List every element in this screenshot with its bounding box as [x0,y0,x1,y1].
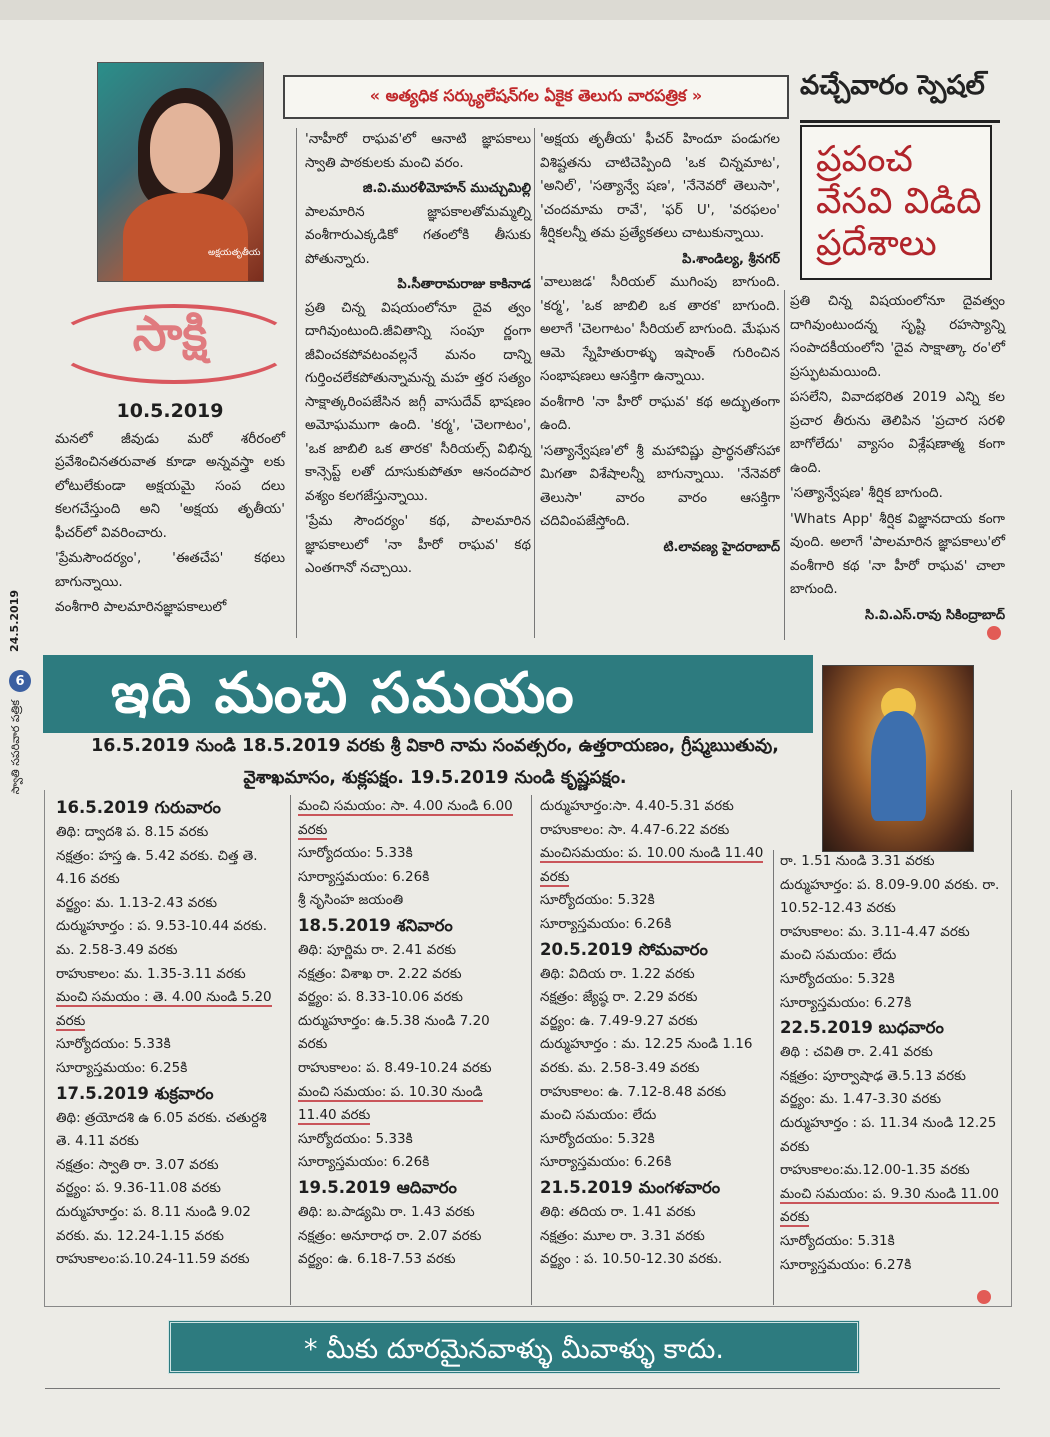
letter-paragraph: ప్రతి చిన్న విషయంలోనూ దైవత్వం దాగివుంటుందన్న సృష్టి రహస్యాన్ని సంపాదకీయంలోని 'దైవ సాక్షాత్కా రం'లో ప్రస్ఫుటమయింది. [790,293,1005,380]
panchang-entry: సూర్యాస్తమయం: 6.25కి [56,1059,188,1076]
panchang-column-1 [56,795,281,1272]
sakshi-logo [52,292,288,388]
panchang-entry: దుర్ముహూర్తం: ప. 8.09-9.00 వరకు. రా. 10.52-12.43 వరకు [780,876,1000,917]
panchang-entry: రాహుకాలం:మ.12.00-1.35 వరకు [780,1162,970,1179]
panchang-entry: తిథి: విదియ రా. 1.22 వరకు [540,965,695,982]
panchang-entry: సూర్యోదయం: 5.33కి [298,845,413,862]
panchang-entry: రా. 1.51 నుండి 3.31 వరకు [780,853,935,869]
panchang-entry: మంచి సమయం: లేదు [540,1107,657,1124]
letter-paragraph: 'ప్రేమ సౌందర్యం' కథ, పాలమారిన జ్ఞాపకాలులో 'నా హీరో రాఘవ' కథ ఎంతగానో నచ్చాయి. [305,513,531,576]
panchang-entry: వర్జ్యం: మ. 1.47-3.30 వరకు [780,1091,942,1108]
panchang-entry: రాహుకాలం: మ. 3.11-4.47 వరకు [780,923,970,940]
panchang-entry [780,1183,1000,1230]
panchang-entry: దుర్ముహూర్తం : ప. 11.34 నుండి 12.25 వరకు [780,1114,997,1155]
good-time-entry: మంచి సమయం: ప. 9.30 నుండి 11.00 వరకు [780,1185,1000,1226]
top-edge-strip [0,0,1050,20]
page-number: 6 [9,670,31,692]
good-time-entry: మంచి సమయం : తె. 4.00 నుండి 5.20 వరకు [56,989,272,1029]
panchang-entry: దుర్ముహూర్తం: ప. 8.11 నుండి 9.02 వరకు. మ. 12.24-1.15 వరకు [56,1203,251,1244]
panchang-entry: రాహుకాలం: సా. 4.47-6.22 వరకు [540,821,730,838]
panchang-entry: సూర్యాస్తమయం: 6.26కి [540,1154,672,1171]
section-title-banner: ఇది మంచి సమయం [43,655,813,733]
panchang-day-heading: 18.5.2019 శనివారం [298,915,453,935]
panchang-entry: తిథి: ద్వాదశి ప. 8.15 వరకు [56,824,209,840]
letters-column-4 [790,290,1005,627]
panchang-entry: తిథి: తదియ రా. 1.41 వరకు [540,1203,696,1220]
panchang-entry: సూర్యాస్తమయం: 6.26కి [298,868,430,885]
panchang-column-2 [298,795,523,1272]
letter-paragraph: వంశీగారి 'నా హీరో రాఘవ' కథ అద్భుతంగా ఉంది. [540,393,780,433]
panchang-entry: సూర్యోదయం: 5.32కి [540,1130,655,1147]
panchang-day-heading: 21.5.2019 మంగళవారం [540,1177,721,1197]
panchang-entry: సూర్యోదయం: 5.33కి [298,1130,413,1147]
section-end-mark [977,1290,991,1304]
panchang-entry: తిథి: పూర్ణిమ రా. 2.41 వరకు [298,941,457,958]
panchang-entry: నక్షత్రం: విశాఖ రా. 2.22 వరకు [298,965,462,982]
panchang-entry: రాహుకాలం: మ. 1.35-3.11 వరకు [56,965,246,982]
logo-text: సాక్షి [132,306,208,362]
divider [45,1388,1000,1389]
panchang-entry: నక్షత్రం: పూర్వాషాఢ తె.5.13 వరకు [780,1067,966,1084]
letter-paragraph: 'వాలుజడ' సీరియల్ ముగింపు బాగుంది. 'కర్మ', 'ఒక జాబిలి ఒక తారక' బాగుంది. అలాగే 'చెలగాటం' సీరియల్ బాగుంది. మేఘన ఆమె స్నేహితురాళ్ళు ఇషాంత్ గురించిన సంభాషణలు ఆసక్తిగా ఉన్నాయి. [540,274,780,384]
letter-date: 10.5.2019 [116,400,224,422]
panchang-entry: తిథి: బ.పాడ్యమి రా. 1.43 వరకు [298,1203,475,1220]
section-end-mark [987,626,1001,640]
panchang-column-4 [780,850,1000,1277]
next-week-special-box: ప్రపంచ వేసవి విడిది ప్రదేశాలు [800,125,992,280]
letter-paragraph: పాలమారిన జ్ఞాపకాలతోమమ్మల్ని వంశీగారుఎక్కడికో గతంలోకి తీసుకు పోతున్నారు. [305,203,531,267]
letter-paragraph: పసలేని, వివాదభరిత 2019 ఎన్ని కల ప్రచార తీరును తెలిపిన 'ప్రచార సరళి బాగోలేదు' వ్యాసం విశ్లేషణాత్మ కంగా ఉంది. [790,389,1005,476]
panchang-entry: రాహుకాలం: ఉ. 7.12-8.48 వరకు [540,1083,727,1100]
letter-paragraph: వంశీగారి పాలమారినజ్ఞాపకాలులో [55,599,227,615]
panchang-day-heading: 20.5.2019 సోమవారం [540,939,708,959]
letter-paragraph: ప్రతి చిన్న విషయంలోనూ దైవ త్వం దాగివుంటుంది.జీవితాన్ని సంపూ ర్ణంగా జీవించకపోవటంవల్లనే మనం దాన్ని గుర్తించలేకపోతున్నామన్న మహ త్తర సత్యం సాక్షాత్కరింపజేసిన జగ్గీ వాసుదేవ్ భాషణం అమోఘముగా ఉంది. 'కర్మ', 'చెలగాటం', 'ఒక జాబిలి ఒక తారక' సీరియల్స్ విభిన్న కాన్సెప్ట్ లతో దూసుకుపోతూ ఆనందపార వశ్యం కలగజేస్తున్నాయి. [305,299,531,504]
letter-paragraph: మనలో జీవుడు మరో శరీరంలో ప్రవేశించినతరువాత కూడా అన్నవస్త్రా లకు లోటులేకుండా అక్షయమై సంప దలు కలగచేస్తుంది అని 'అక్షయ తృతీయ' ఫీచర్‌లో వివరించారు. [55,430,285,541]
magazine-name: స్వాతి సపరివార పత్రిక [9,700,22,795]
panchang-entry: నక్షత్రం: స్వాతి రా. 3.07 వరకు [56,1156,219,1173]
panchang-entry: సూర్యోదయం: 5.32కి [780,970,895,987]
panchang-day-heading: 22.5.2019 బుధవారం [780,1018,944,1038]
panchang-entry: నక్షత్రం: జ్యేష్ఠ రా. 2.29 వరకు [540,989,698,1006]
panchang-entry: సూర్యోదయం: 5.31కి [780,1232,895,1249]
panchang-entry: వర్జ్యం: ఉ. 6.18-7.53 వరకు [298,1251,456,1268]
letter-paragraph: 'అక్షయ తృతీయ' ఫీచర్ హిందూ పండుగల విశిష్టతను చాటిచెప్పింది 'ఒక చిన్నమాట', 'అనిల్', 'సత్యాన్వే షణ', 'నేనెవరో తెలుసా', 'చందమామ రావే', 'ఫర్ U', 'వరఫలం' శీర్షికలన్నీ తమ ప్రత్యేకతలు చాటుకున్నాయి. [540,131,780,241]
letter-signature: టి.లావణ్య హైదరాబాద్ [663,539,780,555]
panchang-entry [298,1081,523,1128]
panchang-entry: తిథి : చవితి రా. 2.41 వరకు [780,1044,933,1061]
panchang-day-heading: 16.5.2019 గురువారం [56,798,221,817]
panchang-entry [540,842,768,889]
letters-column-2 [305,128,531,583]
panchang-entry: సూర్యోదయం: 5.33కి [56,1036,171,1053]
letter-paragraph: 'Whats App' శీర్షిక విజ్ఞానదాయ కంగా వుంది. అలాగే 'పాలమారిన జ్ఞాపకాలు'లో వంశీగారి కథ 'నా హీరో రాఘవ' చాలా బాగుంది. [790,510,1005,597]
letters-column-3 [540,128,780,559]
next-week-special-title: వచ్చేవారం స్పెషల్ [800,70,1000,123]
panchang-entry: దుర్ముహూర్తం: ఉ.5.38 నుండి 7.20 వరకు [298,1012,490,1053]
panchang-entry: సూర్యాస్తమయం: 6.27కి [780,1256,912,1273]
panchang-entry: రాహుకాలం: ప. 8.49-10.24 వరకు [298,1059,492,1076]
panchang-entry: దుర్ముహూర్తం:సా. 4.40-5.31 వరకు [540,798,734,814]
panchang-entry: వర్జ్యం : ప. 10.50-12.30 వరకు. [540,1251,723,1268]
panchang-entry: సూర్యాస్తమయం: 6.27కి [780,994,912,1011]
panchang-entry: మంచి సమయం: లేదు [780,947,897,964]
panchang-entry: రాహుకాలం:ప.10.24-11.59 వరకు [56,1251,250,1268]
good-time-entry: మంచి సమయం: ప. 10.30 నుండి 11.40 వరకు [298,1083,483,1124]
letter-signature: సి.వి.ఎస్.రావు సికింద్రాబాద్ [865,607,1005,623]
tagline-banner: « అత్యధిక సర్క్యులేషన్‌గల ఏకైక తెలుగు వారపత్రిక » [283,75,789,119]
panchang-entry: నక్షత్రం: హస్త ఉ. 5.42 వరకు. చిత్త తె. 4.16 వరకు [56,847,258,888]
panchang-entry: దుర్ముహూర్తం : ప. 9.53-10.44 వరకు. మ. 2.58-3.49 వరకు [56,918,267,958]
panchang-entry [56,986,281,1033]
quote-footer: * మీకు దూరమైనవాళ్ళు మీవాళ్ళు కాదు. [168,1320,860,1374]
panchang-entry: సూర్యాస్తమయం: 6.26కి [298,1154,430,1171]
panchang-entry: నక్షత్రం: మూల రా. 3.31 వరకు [540,1227,705,1244]
cover-tag: అక్షయతృతీయ [208,248,261,258]
letter-paragraph: 'నాహీరో రాఘవ'లో ఆనాటి జ్ఞాపకాలు స్వాతి పాఠకులకు మంచి వరం. [305,131,531,171]
panchang-entry: సూర్యాస్తమయం: 6.26కి [540,915,672,932]
issue-date: 24.5.2019 [8,590,21,652]
panchang-entry: వర్జ్యం: ఉ. 7.49-9.27 వరకు [540,1012,698,1029]
panchang-entry: శ్రీ నృసింహ జయంతి [298,892,404,909]
letter-paragraph: 'సత్యాన్వేషణ' శీర్షిక బాగుంది. [790,485,943,501]
letter-signature: పి.శాండిల్య, శ్రీనగర్ [682,251,780,267]
panchang-entry: నక్షత్రం: అనూరాధ రా. 2.07 వరకు [298,1227,482,1244]
letter-paragraph: 'ప్రేమసౌందర్యం', 'ఈతచేప' కథలు బాగున్నాయి. [55,550,285,590]
letters-column-1 [55,400,285,622]
panchang-entry: వర్జ్యం: ప. 8.33-10.06 వరకు [298,989,463,1006]
panchang-day-heading: 19.5.2019 ఆదివారం [298,1177,457,1197]
panchang-entry: సూర్యోదయం: 5.32కి [540,892,655,909]
panchang-entry: తిథి: త్రయోదశి ఉ 6.05 వరకు. చతుర్దశి తె. 4.11 వరకు [56,1109,267,1150]
magazine-cover-image [97,62,264,282]
panchang-entry [298,795,523,842]
letter-paragraph: 'సత్యాన్వేషణ'లో శ్రీ మహావిష్ణు ప్రార్థనతోసహా మిగతా విశేషాలన్నీ బాగున్నాయి. 'నేనెవరో తెలుసా' వారం వారం ఆసక్తిగా చదివింపజేస్తోంది. [540,442,780,529]
panchang-entry: వర్జ్యం: మ. 1.13-2.43 వరకు [56,894,218,911]
panchang-entry: దుర్ముహూర్తం : మ. 12.25 నుండి 1.16 వరకు. మ. 2.58-3.49 వరకు [540,1036,753,1076]
good-time-entry: మంచి సమయం: సా. 4.00 నుండి 6.00 వరకు [298,798,513,838]
letter-signature: పి.సీతారామరాజు కాకినాడ [397,277,531,292]
panchang-column-3 [540,795,768,1272]
panchang-intro: 16.5.2019 నుండి 18.5.2019 వరకు శ్రీ వికారి నామ సంవత్సరం, ఉత్తరాయణం, గ్రీష్మఋతువు, వైశాఖమాసం, శుక్లపక్షం. 19.5.2019 నుండి కృష్ణపక్షం. [91,736,779,788]
good-time-entry: మంచిసమయం: ప. 10.00 నుండి 11.40 వరకు [540,845,764,885]
panchang-day-heading: 17.5.2019 శుక్రవారం [56,1083,214,1103]
panchang-entry: వర్జ్యం: ప. 9.36-11.08 వరకు [56,1180,221,1197]
letter-signature: జి.వి.మురళీమోహన్ ముచ్చుమిల్లి [362,181,531,196]
